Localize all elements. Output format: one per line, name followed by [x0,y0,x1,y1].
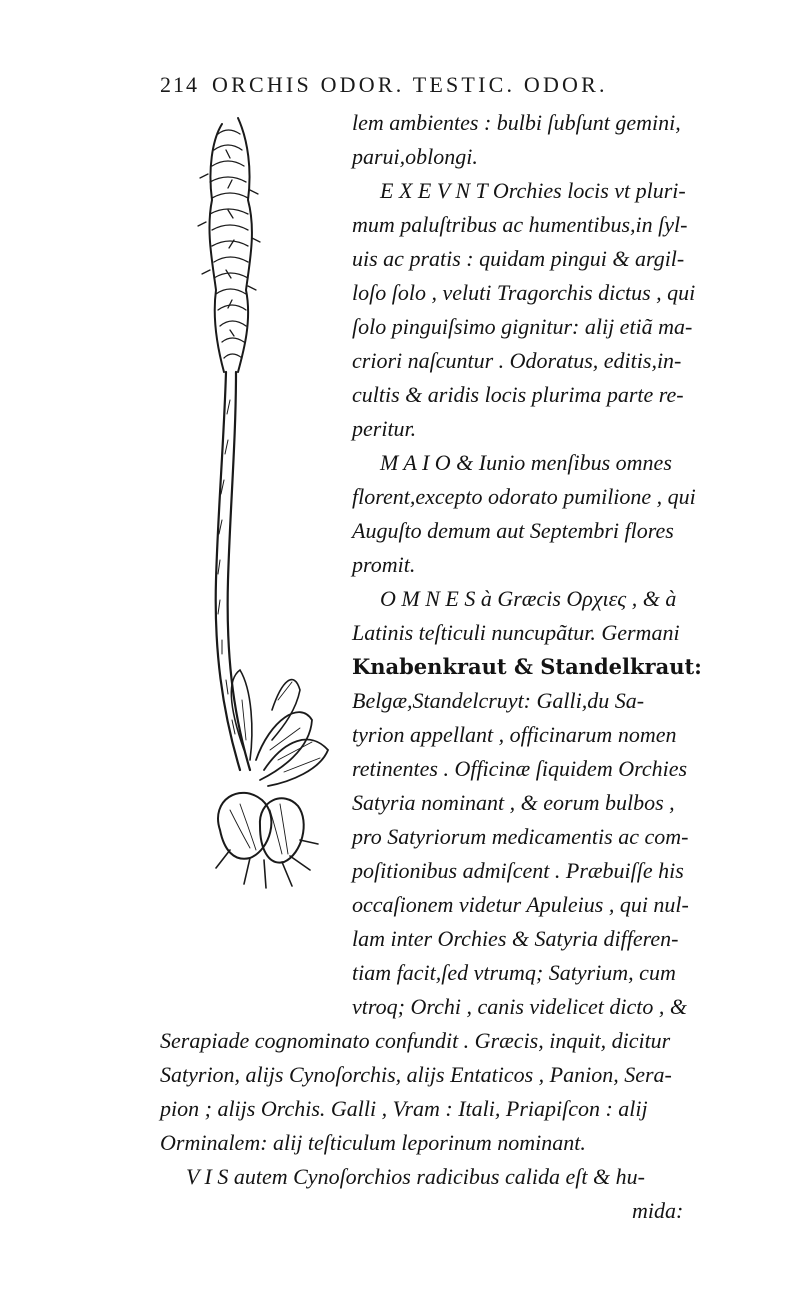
text-line-17: Knabenkraut & Standelkraut: [352,654,702,679]
text-line-22: pro Satyriorum medicamentis ac com- [352,824,689,849]
text-line-23: poſitionibus admiſcent . Præbuiſſe his [352,858,684,883]
text-line-29: Satyrion, alijs Cynoſorchis, alijs Entaticos , Panion, Sera- [160,1062,672,1087]
text-line-18: Belgæ,Standelcruyt: Galli,du Sa- [352,688,645,713]
text-line-32: V I S autem Cynoſorchios radicibus calida eſt & hu- [186,1164,645,1189]
text-line-7: ſolo pinguiſsimo gignitur: alij etiã ma- [352,314,693,339]
text-line-33: mida: [632,1198,684,1223]
text-line-3: E X E V N T Orchies locis vt pluri- [380,178,686,203]
text-line-31: Orminalem: alij teſticulum leporinum nominant. [160,1130,586,1155]
text-line-5: uis ac pratis : quidam pingui & argil- [352,246,685,271]
page-number: 214 [160,72,199,97]
text-line-27: vtroq; Orchi , canis videlicet dicto , & [352,994,688,1019]
text-line-10: peritur. [352,416,417,441]
text-line-6: loſo ſolo , veluti Tragorchis dictus , qui [352,280,696,305]
text-line-24: occaſionem videtur Apuleius , qui nul- [352,892,689,917]
text-line-20: retinentes . Officinæ ſiquidem Orchies [352,756,688,781]
text-line-4: mum paluſtribus ac humentibus,in ſyl- [352,212,688,237]
text-line-2: parui,oblongi. [352,144,478,169]
running-title: ORCHIS ODOR. TESTIC. ODOR. [212,72,608,97]
text-line-16: Latinis teſticuli nuncupãtur. Germani [352,620,680,645]
text-line-14: promit. [352,552,416,577]
text-line-12: florent,excepto odorato pumilione , qui [352,484,696,509]
text-line-9: cultis & aridis locis plurima parte re- [352,382,684,407]
orchis-plant-woodcut [160,110,345,930]
text-line-13: Auguſto demum aut Septembri flores [352,518,674,543]
text-line-30: pion ; alijs Orchis. Galli , Vram : Itali, Priapiſcon : alij [160,1096,648,1121]
text-line-21: Satyria nominant , & eorum bulbos , [352,790,675,815]
text-line-8: criori naſcuntur . Odoratus, editis,in- [352,348,682,373]
text-line-25: lam inter Orchies & Satyria differen- [352,926,679,951]
text-line-11: M A I O & Iunio menſibus omnes [380,450,672,475]
page-header [160,72,700,106]
text-line-28: Serapiade cognominato confundit . Græcis, inquit, dicitur [160,1028,671,1053]
text-line-26: tiam facit,ſed vtrumq; Satyrium, cum [352,960,676,985]
text-line-1: lem ambientes : bulbi ſubſunt gemini, [352,110,681,135]
text-line-19: tyrion appellant , officinarum nomen [352,722,677,747]
text-line-15: O M N E S à Græcis Ορχιες , & à [380,586,677,611]
